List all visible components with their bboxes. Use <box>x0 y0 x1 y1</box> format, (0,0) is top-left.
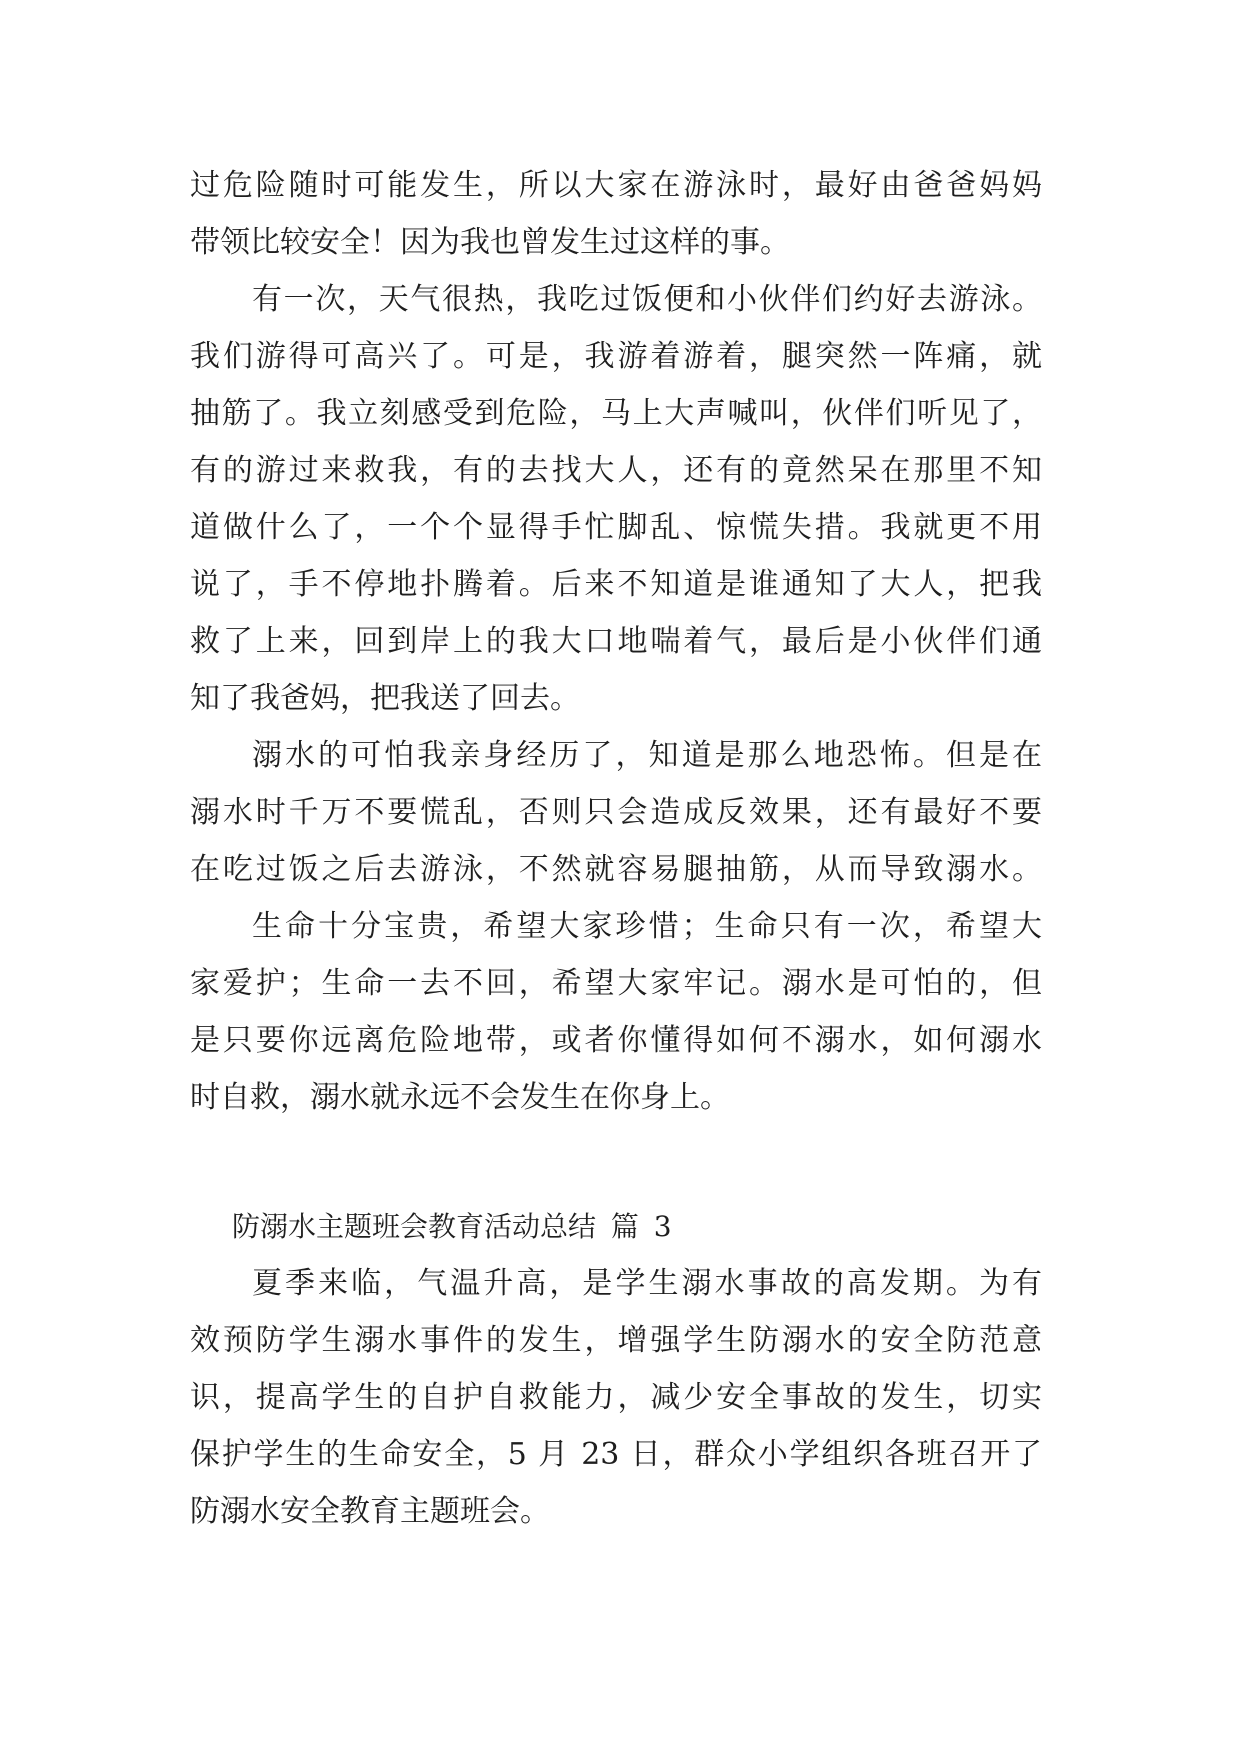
text-line: 道做什么了，一个个显得手忙脚乱、惊慌失措。我就更不用 <box>190 510 1042 545</box>
text-line: 有一次，天气很热，我吃过饭便和小伙伴们约好去游泳。 <box>252 282 1042 317</box>
text-line: 溺水的可怕我亲身经历了，知道是那么地恐怖。但是在 <box>252 738 1042 773</box>
paragraph <box>190 727 1042 898</box>
text-line: 是只要你远离危险地带，或者你懂得如何不溺水，如何溺水 <box>190 1023 1042 1058</box>
text-line: 生命十分宝贵，希望大家珍惜；生命只有一次，希望大 <box>252 909 1042 944</box>
paragraph <box>190 157 1042 271</box>
text-line: 我们游得可高兴了。可是，我游着游着，腿突然一阵痛，就 <box>190 339 1042 374</box>
text-line: 带领比较安全！因为我也曾发生过这样的事。 <box>190 225 790 260</box>
text-line: 过危险随时可能发生，所以大家在游泳时，最好由爸爸妈妈 <box>190 168 1042 203</box>
text-line: 防溺水安全教育主题班会。 <box>190 1494 550 1529</box>
text-line: 抽筋了。我立刻感受到危险，马上大声喊叫，伙伴们听见了， <box>190 396 1042 431</box>
paragraph <box>190 271 1042 727</box>
paragraph <box>190 1255 1042 1540</box>
paragraph <box>190 898 1042 1126</box>
text-line: 效预防学生溺水事件的发生，增强学生防溺水的安全防范意 <box>190 1323 1042 1358</box>
text-line: 识，提高学生的自护自救能力，减少安全事故的发生，切实 <box>190 1380 1042 1415</box>
text-line: 有的游过来救我，有的去找大人，还有的竟然呆在那里不知 <box>190 453 1042 488</box>
text-line: 溺水时千万不要慌乱，否则只会造成反效果，还有最好不要 <box>190 795 1042 830</box>
text-line: 说了，手不停地扑腾着。后来不知道是谁通知了大人，把我 <box>190 567 1042 602</box>
text-line: 在吃过饭之后去游泳，不然就容易腿抽筋，从而导致溺水。 <box>190 852 1042 887</box>
text-line: 知了我爸妈，把我送了回去。 <box>190 681 580 716</box>
text-line: 家爱护；生命一去不回，希望大家牢记。溺水是可怕的，但 <box>190 966 1042 1001</box>
text-line: 夏季来临，气温升高，是学生溺水事故的高发期。为有 <box>252 1266 1042 1301</box>
section-heading: 防溺水主题班会教育活动总结 篇 3 <box>232 1210 672 1243</box>
text-line: 救了上来，回到岸上的我大口地喘着气，最后是小伙伴们通 <box>190 624 1042 659</box>
document-body <box>190 157 1042 1540</box>
text-line: 保护学生的生命安全，5 月 23 日，群众小学组织各班召开了 <box>190 1437 1042 1472</box>
text-line: 时自救，溺水就永远不会发生在你身上。 <box>190 1080 730 1115</box>
